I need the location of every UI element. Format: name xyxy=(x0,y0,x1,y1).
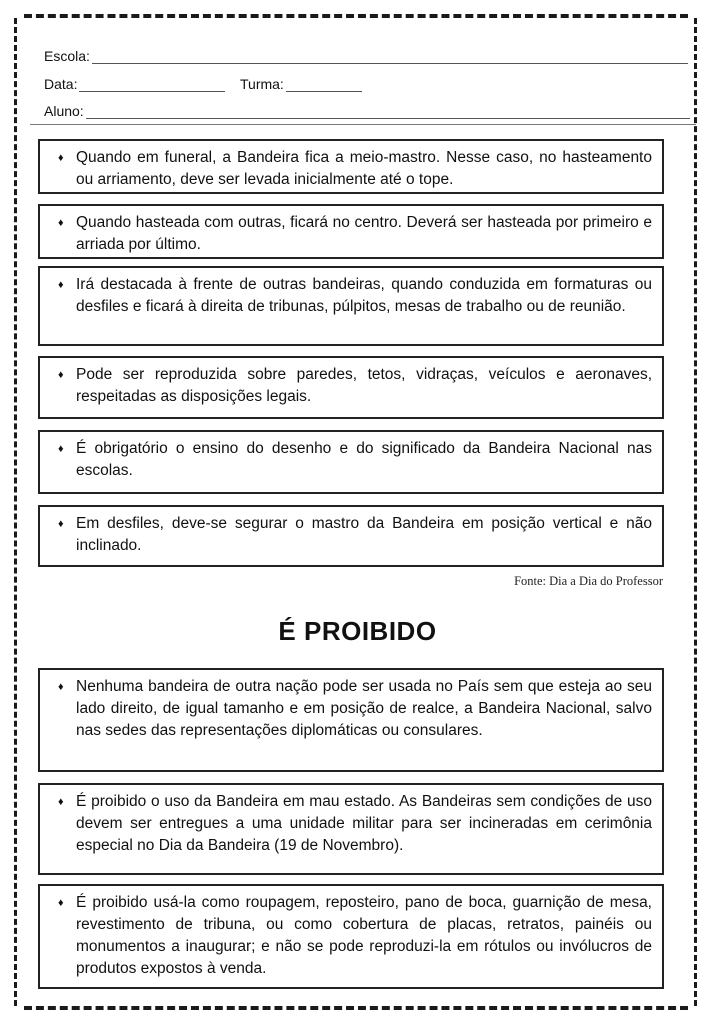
turma-blank-line[interactable] xyxy=(286,79,362,92)
diamond-bullet-icon: ♦ xyxy=(58,681,64,693)
turma-field[interactable] xyxy=(240,76,362,92)
rule-text: Irá destacada à frente de outras bandeiras, quando conduzida em formaturas ou desfiles e ficará à direita de tribunas, púlpitos, mesas de trabalho ou de reunião. xyxy=(76,276,652,315)
diamond-bullet-icon: ♦ xyxy=(58,443,64,455)
prohibited-box xyxy=(38,783,664,875)
diamond-bullet-icon: ♦ xyxy=(58,217,64,229)
prohibited-heading: É PROIBIDO xyxy=(278,616,437,646)
data-blank-line[interactable] xyxy=(79,79,225,92)
diamond-bullet-icon: ♦ xyxy=(58,279,64,291)
rule-box xyxy=(38,204,664,259)
turma-label: Turma: xyxy=(240,76,284,92)
rule-text: Em desfiles, deve-se segurar o mastro da Bandeira em posição vertical e não inclinado. xyxy=(76,515,652,554)
prohibited-box xyxy=(38,884,664,989)
rule-text: Quando hasteada com outras, ficará no centro. Deverá ser hasteada por primeiro e arriada por último. xyxy=(76,214,652,253)
dashed-border-right xyxy=(694,18,697,1006)
rule-text: Pode ser reproduzida sobre paredes, tetos, vidraças, veículos e aeronaves, respeitadas as disposições legais. xyxy=(76,366,652,405)
aluno-label: Aluno: xyxy=(44,103,84,119)
prohibited-text: É proibido usá-la como roupagem, reposteiro, pano de boca, guarnição de mesa, revestimento de tribuna, ou como cobertura de placas, retratos, painéis ou monumentos a inaugurar; e não se pode reproduzi-la em rótulos ou invólucros de produtos expostos à venda. xyxy=(76,894,652,977)
rule-text: É obrigatório o ensino do desenho e do significado da Bandeira Nacional nas escolas. xyxy=(76,440,652,479)
data-label: Data: xyxy=(44,76,78,92)
escola-field[interactable] xyxy=(44,48,688,64)
rule-box xyxy=(38,356,664,419)
rule-box xyxy=(38,505,664,567)
rule-box xyxy=(38,139,664,194)
escola-label: Escola: xyxy=(44,48,90,64)
dashed-border-top xyxy=(24,14,688,18)
prohibited-box xyxy=(38,668,664,772)
diamond-bullet-icon: ♦ xyxy=(58,152,64,164)
rule-box xyxy=(38,266,664,346)
diamond-bullet-icon: ♦ xyxy=(58,518,64,530)
dashed-border-left xyxy=(14,18,17,1006)
source-citation: Fonte: Dia a Dia do Professor xyxy=(514,574,663,588)
escola-blank-line[interactable] xyxy=(92,51,688,64)
rule-text: Quando em funeral, a Bandeira fica a meio-mastro. Nesse caso, no hasteamento ou arriamento, deve ser levada inicialmente até o tope. xyxy=(76,149,652,188)
header-divider xyxy=(30,124,696,125)
aluno-blank-line[interactable] xyxy=(86,106,690,119)
prohibited-text: É proibido o uso da Bandeira em mau estado. As Bandeiras sem condições de uso devem ser entregues a uma unidade militar para ser incineradas em cerimônia especial no Dia da Bandeira (19 de Novembro). xyxy=(76,793,652,854)
aluno-field[interactable] xyxy=(44,103,690,119)
rule-box xyxy=(38,430,664,494)
diamond-bullet-icon: ♦ xyxy=(58,796,64,808)
dashed-border-bottom xyxy=(24,1006,688,1010)
prohibited-text: Nenhuma bandeira de outra nação pode ser usada no País sem que esteja ao seu lado direito, de igual tamanho e em posição de realce, a Bandeira Nacional, salvo nas sedes das representações diplomáticas ou consulares. xyxy=(76,678,652,739)
data-field[interactable] xyxy=(44,76,225,92)
diamond-bullet-icon: ♦ xyxy=(58,369,64,381)
diamond-bullet-icon: ♦ xyxy=(58,897,64,909)
